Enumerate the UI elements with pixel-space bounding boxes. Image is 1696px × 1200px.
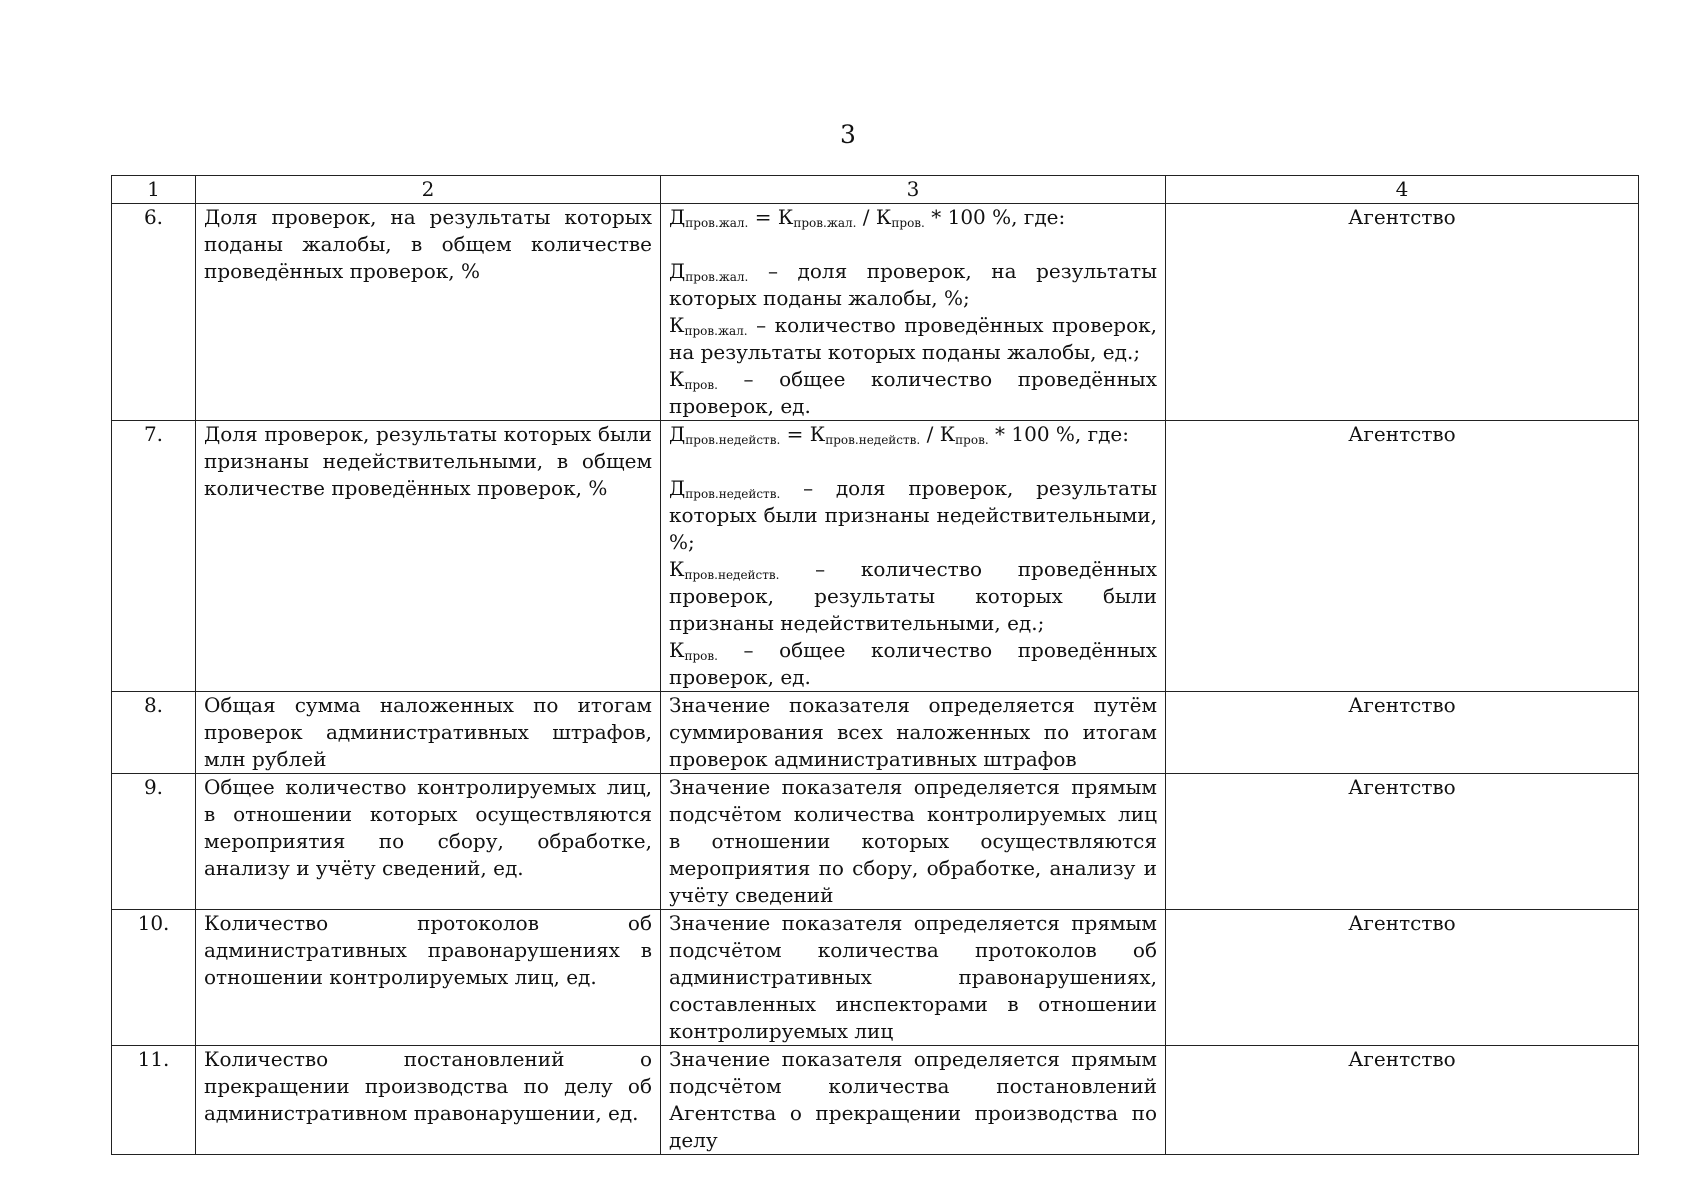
row-number: 11. [112,1046,196,1155]
indicator-name: Количество постановлений о прекращении производства по делу об административном правонарушении, ед. [196,1046,661,1155]
formula-subscript: пров.недейств. [685,433,781,447]
formula-symbol: Д [669,205,686,229]
calculation-method: Значение показателя определяется прямым подсчётом количества контролируемых лиц в отношении которых осуществляются мероприятия по сбору, обработке, анализу и учёту сведений [661,774,1166,910]
formula-symbol: К [875,205,892,229]
definition-text: – доля проверок, на результаты которых поданы жалобы, %; [669,259,1157,310]
formula-symbol: Д [669,422,686,446]
indicator-name: Количество протоколов об административных правонарушениях в отношении контролируемых лиц, ед. [196,910,661,1046]
definition-subscript: пров.жал. [684,324,748,338]
calculation-method: Значение показателя определяется прямым подсчётом количества постановлений Агентства о прекращении производства по делу [661,1046,1166,1155]
definition-symbol: К [669,367,685,391]
formula-operator: = [780,422,810,446]
formula-subscript: пров. [891,216,925,230]
table-row [112,204,1639,421]
table-row [112,910,1639,1046]
header-col-2: 2 [196,176,661,204]
definition-symbol: Д [669,259,686,283]
table-row [112,774,1639,910]
formula-definition [669,475,1157,556]
definition-text: – общее количество проведённых проверок, ед. [669,367,1157,418]
definition-subscript: пров.жал. [685,270,749,284]
responsible-agency: Агентство [1166,692,1639,774]
formula-definition [669,556,1157,637]
formula-tail: * 100 %, где: [924,205,1066,229]
definition-text: – доля проверок, результаты которых были признаны недействительными, %; [669,476,1157,554]
table-header-row [112,176,1639,204]
indicator-name: Общее количество контролируемых лиц, в отношении которых осуществляются мероприятия по сбору, обработке, анализу и учёту сведений, ед. [196,774,661,910]
formula [669,204,1157,231]
definition-subscript: пров. [684,649,718,663]
definition-symbol: К [669,638,685,662]
formula-operator: = [748,205,778,229]
responsible-agency: Агентство [1166,1046,1639,1155]
page-number: 3 [840,120,856,149]
definition-symbol: Д [669,476,686,500]
formula-definition [669,258,1157,312]
formula-subscript: пров.жал. [685,216,749,230]
row-number: 7. [112,421,196,692]
definition-subscript: пров.недейств. [684,568,780,582]
header-col-4: 4 [1166,176,1639,204]
formula-definition [669,312,1157,366]
table-row [112,421,1639,692]
indicators-table [111,175,1639,1155]
formula-definition [669,637,1157,691]
formula-tail: * 100 %, где: [988,422,1129,446]
responsible-agency: Агентство [1166,774,1639,910]
table-row [112,1046,1639,1155]
row-number: 8. [112,692,196,774]
formula [669,421,1157,448]
indicator-name: Доля проверок, на результаты которых поданы жалобы, в общем количестве проведённых проверок, % [196,204,661,421]
formula-subscript: пров.жал. [793,216,857,230]
responsible-agency: Агентство [1166,204,1639,421]
formula-symbol: К [809,422,826,446]
formula-operator: / [920,422,940,446]
calculation-method [661,204,1166,421]
header-col-1: 1 [112,176,196,204]
row-number: 10. [112,910,196,1046]
definition-text: – количество проведённых проверок, результаты которых были признаны недействительными, ед.; [669,557,1157,635]
row-number: 9. [112,774,196,910]
definition-subscript: пров.недейств. [685,487,781,501]
row-number: 6. [112,204,196,421]
calculation-method: Значение показателя определяется путём суммирования всех наложенных по итогам проверок административных штрафов [661,692,1166,774]
formula-definition [669,366,1157,420]
definition-symbol: К [669,557,685,581]
formula-subscript: пров.недейств. [825,433,921,447]
formula-subscript: пров. [955,433,989,447]
definition-text: – общее количество проведённых проверок, ед. [669,638,1157,689]
calculation-method [661,421,1166,692]
responsible-agency: Агентство [1166,421,1639,692]
definition-subscript: пров. [684,378,718,392]
table-row [112,692,1639,774]
definition-symbol: К [669,313,685,337]
definition-text: – количество проведённых проверок, на результаты которых поданы жалобы, ед.; [669,313,1157,364]
header-col-3: 3 [661,176,1166,204]
indicator-name: Доля проверок, результаты которых были признаны недействительными, в общем количестве проведённых проверок, % [196,421,661,692]
formula-operator: / [856,205,876,229]
responsible-agency: Агентство [1166,910,1639,1046]
calculation-method: Значение показателя определяется прямым подсчётом количества протоколов об административных правонарушениях, составленных инспекторами в отношении контролируемых лиц [661,910,1166,1046]
indicator-name: Общая сумма наложенных по итогам проверок административных штрафов, млн рублей [196,692,661,774]
formula-symbol: К [939,422,956,446]
formula-symbol: К [777,205,794,229]
